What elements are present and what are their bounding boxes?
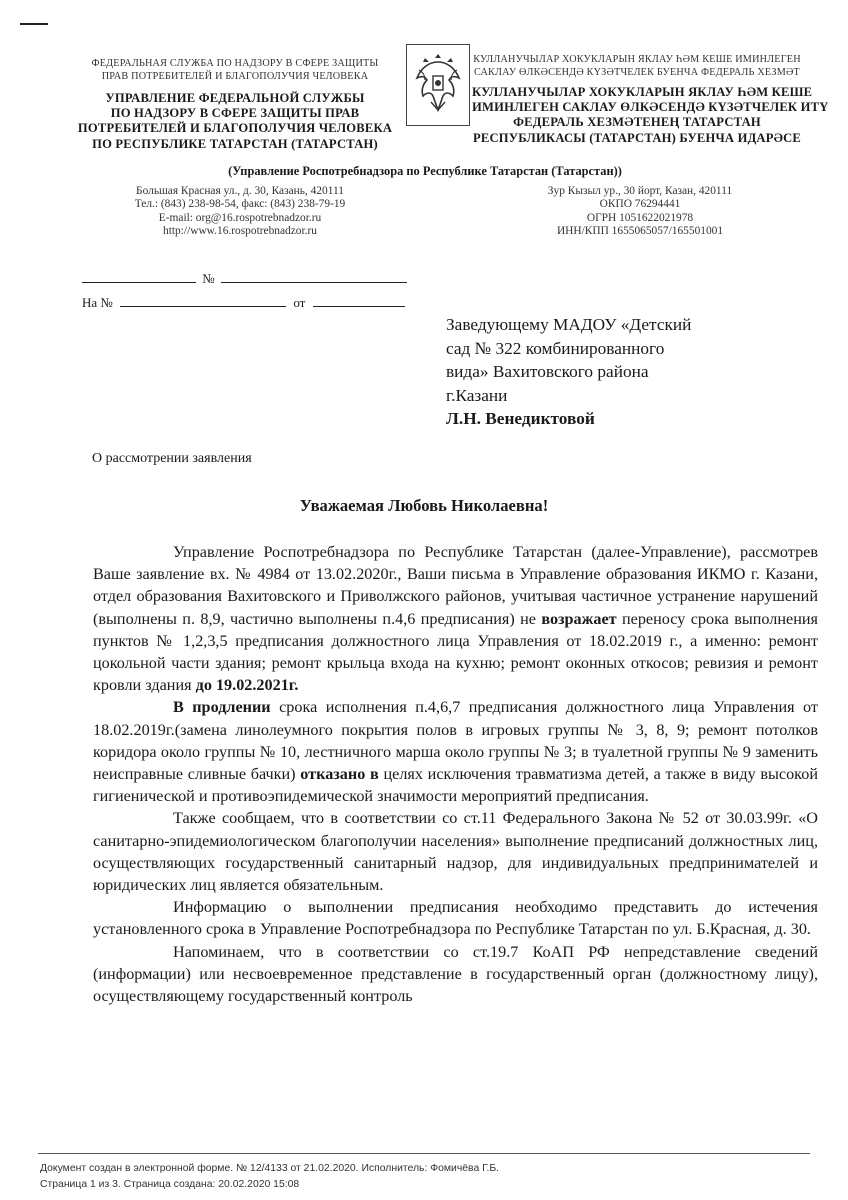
- addressee-line2: сад № 322 комбинированного: [446, 338, 665, 358]
- address-right-line1: Зур Кызыл ур., 30 йорт, Казан, 420111: [547, 185, 733, 197]
- footer-line2: Страница 1 из 3. Страница создана: 20.02.2020 15:08: [40, 1179, 300, 1190]
- paragraph-2: [93, 696, 818, 807]
- address-left-line2: Тел.: (843) 238-98-54, факс: (843) 238-79-19: [134, 198, 346, 211]
- outgoing-date-field: [82, 270, 196, 283]
- address-right-line2: ОКПО 76294441: [599, 198, 681, 211]
- addressee-line4: г.Казани: [446, 385, 508, 405]
- paragraph-1: [93, 541, 818, 696]
- header-left: [70, 58, 400, 152]
- header-right-org2: ИМИНЛЕГЕН САКЛАУ ӨЛКӘСЕНДӘ КҮЗӘТЧЕЛЕК ИТҮ: [472, 100, 829, 115]
- addressee-name: Л.Н. Венедиктовой: [446, 409, 595, 428]
- addressee-line1: Заведующему МАДОУ «Детский: [446, 315, 692, 334]
- p2-bold-b: отказано в: [300, 765, 379, 784]
- header-right-org3: ФЕДЕРАЛЬ ХЕЗМӘТЕНЕҢ ТАТАРСТАН: [513, 115, 761, 130]
- address-right: [495, 185, 785, 239]
- p1-text-a: Управление Роспотребнадзора по Республике Татарстан (далее-Управление), рассмотрев Ваше заявление вх. № 4984 от 13.02.2020г., Ваши письма в Управление образования ИКМО г. Казани, отдел образования Вахитовского и Приволжского районов, учитывая частичное устранение нарушений (выполнены п. 8,9, частично выполнены п.4,6 предписания) не: [93, 543, 818, 628]
- header-left-org1: УПРАВЛЕНИЕ ФЕДЕРАЛЬНОЙ СЛУЖБЫ: [105, 91, 365, 105]
- footer: [40, 1161, 499, 1193]
- address-left-line1: Большая Красная ул., д. 30, Казань, 420111: [136, 185, 344, 197]
- address-right-line3: ОГРН 1051622021978: [586, 211, 694, 224]
- paragraph-4: Информацию о выполнении предписания необходимо представить до истечения установленного срока в Управление Роспотребнадзора по Республике Татарстан по ул. Б.Красная, д. 30.: [93, 898, 818, 939]
- outgoing-number-field: [221, 270, 407, 283]
- header-subtitle: (Управление Роспотребнадзора по Республике Татарстан (Татарстан)): [228, 164, 622, 178]
- registration-line1: [82, 270, 407, 287]
- header-right-org1: КУЛЛАНУЧЫЛАР ХОКУКЛАРЫН ЯКЛАУ ҺӘМ КЕШЕ: [472, 85, 813, 99]
- salutation: Уважаемая Любовь Николаевна!: [299, 496, 549, 515]
- paragraph-5: Напоминаем, что в соответствии со ст.19.7 КоАП РФ непредставление сведений (информации) или несвоевременное представление в государственный орган (должностному лицу), осуществляющему государственный контроль: [93, 942, 818, 1006]
- ref-prefix: На №: [82, 295, 113, 310]
- p2-text-b: целях исключения травматизма детей, а также в виду высокой гигиенической и противоэпидемической значимости мероприятий предписания.: [93, 765, 818, 806]
- footer-divider: [38, 1153, 810, 1154]
- header-right-org4: РЕСПУБЛИКАСЫ (ТАТАРСТАН) БУЕНЧА ИДАРӘСЕ: [472, 130, 802, 145]
- corner-mark: [20, 23, 48, 25]
- addressee: [446, 313, 691, 431]
- letter-body: [93, 541, 818, 1007]
- header-left-org3: ПОТРЕБИТЕЛЕЙ И БЛАГОПОЛУЧИЯ ЧЕЛОВЕКА: [77, 121, 393, 136]
- p2-bold-a: В продлении: [173, 698, 271, 717]
- p1-text-b: переносу срока выполнения пунктов № 1,2,3,5 предписания должностного лица Управления от 18.02.2019 г., а именно: ремонт цокольной части здания; ремонт крыльца входа на кухню; ремонт оконных откосов; ревизия и ремонт кровли здания: [93, 609, 818, 695]
- header-right: [472, 54, 829, 146]
- number-sign: №: [202, 271, 215, 286]
- p1-bold-b: до 19.02.2021г.: [195, 676, 299, 695]
- header-right-line2: САКЛАУ ӨЛКӘСЕНДӘ КҮЗӘТЧЕЛЕК БУЕНЧА ФЕДЕРАЛЬ ХЕЗМӘТ: [474, 66, 800, 78]
- addressee-line3: вида» Вахитовского района: [446, 362, 649, 381]
- address-right-line4: ИНН/КПП 1655065057/165501001: [556, 225, 724, 238]
- header-left-org2: ПО НАДЗОРУ В СФЕРЕ ЗАЩИТЫ ПРАВ: [110, 106, 360, 121]
- header-right-line1: КУЛЛАНУЧЫЛАР ХОКУКЛАРЫН ЯКЛАУ ҺӘМ КЕШЕ ИМИНЛЕГЕН: [473, 54, 801, 65]
- coat-of-arms-icon: [406, 44, 470, 126]
- from-label: от: [293, 295, 306, 310]
- registration-line2: [82, 294, 405, 311]
- header-left-line1: ФЕДЕРАЛЬНАЯ СЛУЖБА ПО НАДЗОРУ В СФЕРЕ ЗАЩИТЫ: [91, 58, 379, 69]
- address-left-line4: http://www.16.rospotrebnadzor.ru: [163, 225, 317, 238]
- header-left-line2: ПРАВ ПОТРЕБИТЕЛЕЙ И БЛАГОПОЛУЧИЯ ЧЕЛОВЕКА: [101, 70, 369, 82]
- address-left: [90, 185, 390, 239]
- address-left-line3: E-mail: org@16.rospotrebnadzor.ru: [158, 211, 322, 224]
- header-left-org4: ПО РЕСПУБЛИКЕ ТАТАРСТАН (ТАТАРСТАН): [92, 136, 378, 151]
- paragraph-3: Также сообщаем, что в соответствии со ст.11 Федерального Закона № 52 от 30.03.99г. «О санитарно-эпидемиологическом благополучии населения» выполнение предписаний должностных лиц, осуществляющих государственный санитарный надзор, для индивидуальных предпринимателей и юридических лиц является обязательным.: [93, 809, 818, 895]
- ref-number-field: [120, 294, 286, 307]
- footer-line1: Документ создан в электронной форме. № 12/4133 от 21.02.2020. Исполнитель: Фомичёва Г.Б.: [40, 1163, 500, 1174]
- p1-bold-a: возражает: [541, 609, 617, 628]
- ref-date-field: [313, 294, 405, 307]
- p2-text-a: срока исполнения п.4,6,7 предписания должностного лица Управления от 18.02.2019г.(замена линолеумного покрытия полов в игровых группы № 3, 8, 9; ремонт потолков коридора около группы № 10, лестничного марша около группы № 3; в туалетной группы № 9 заменить неисправные сливные бачки): [93, 698, 818, 784]
- subject: О рассмотрении заявления: [92, 451, 252, 466]
